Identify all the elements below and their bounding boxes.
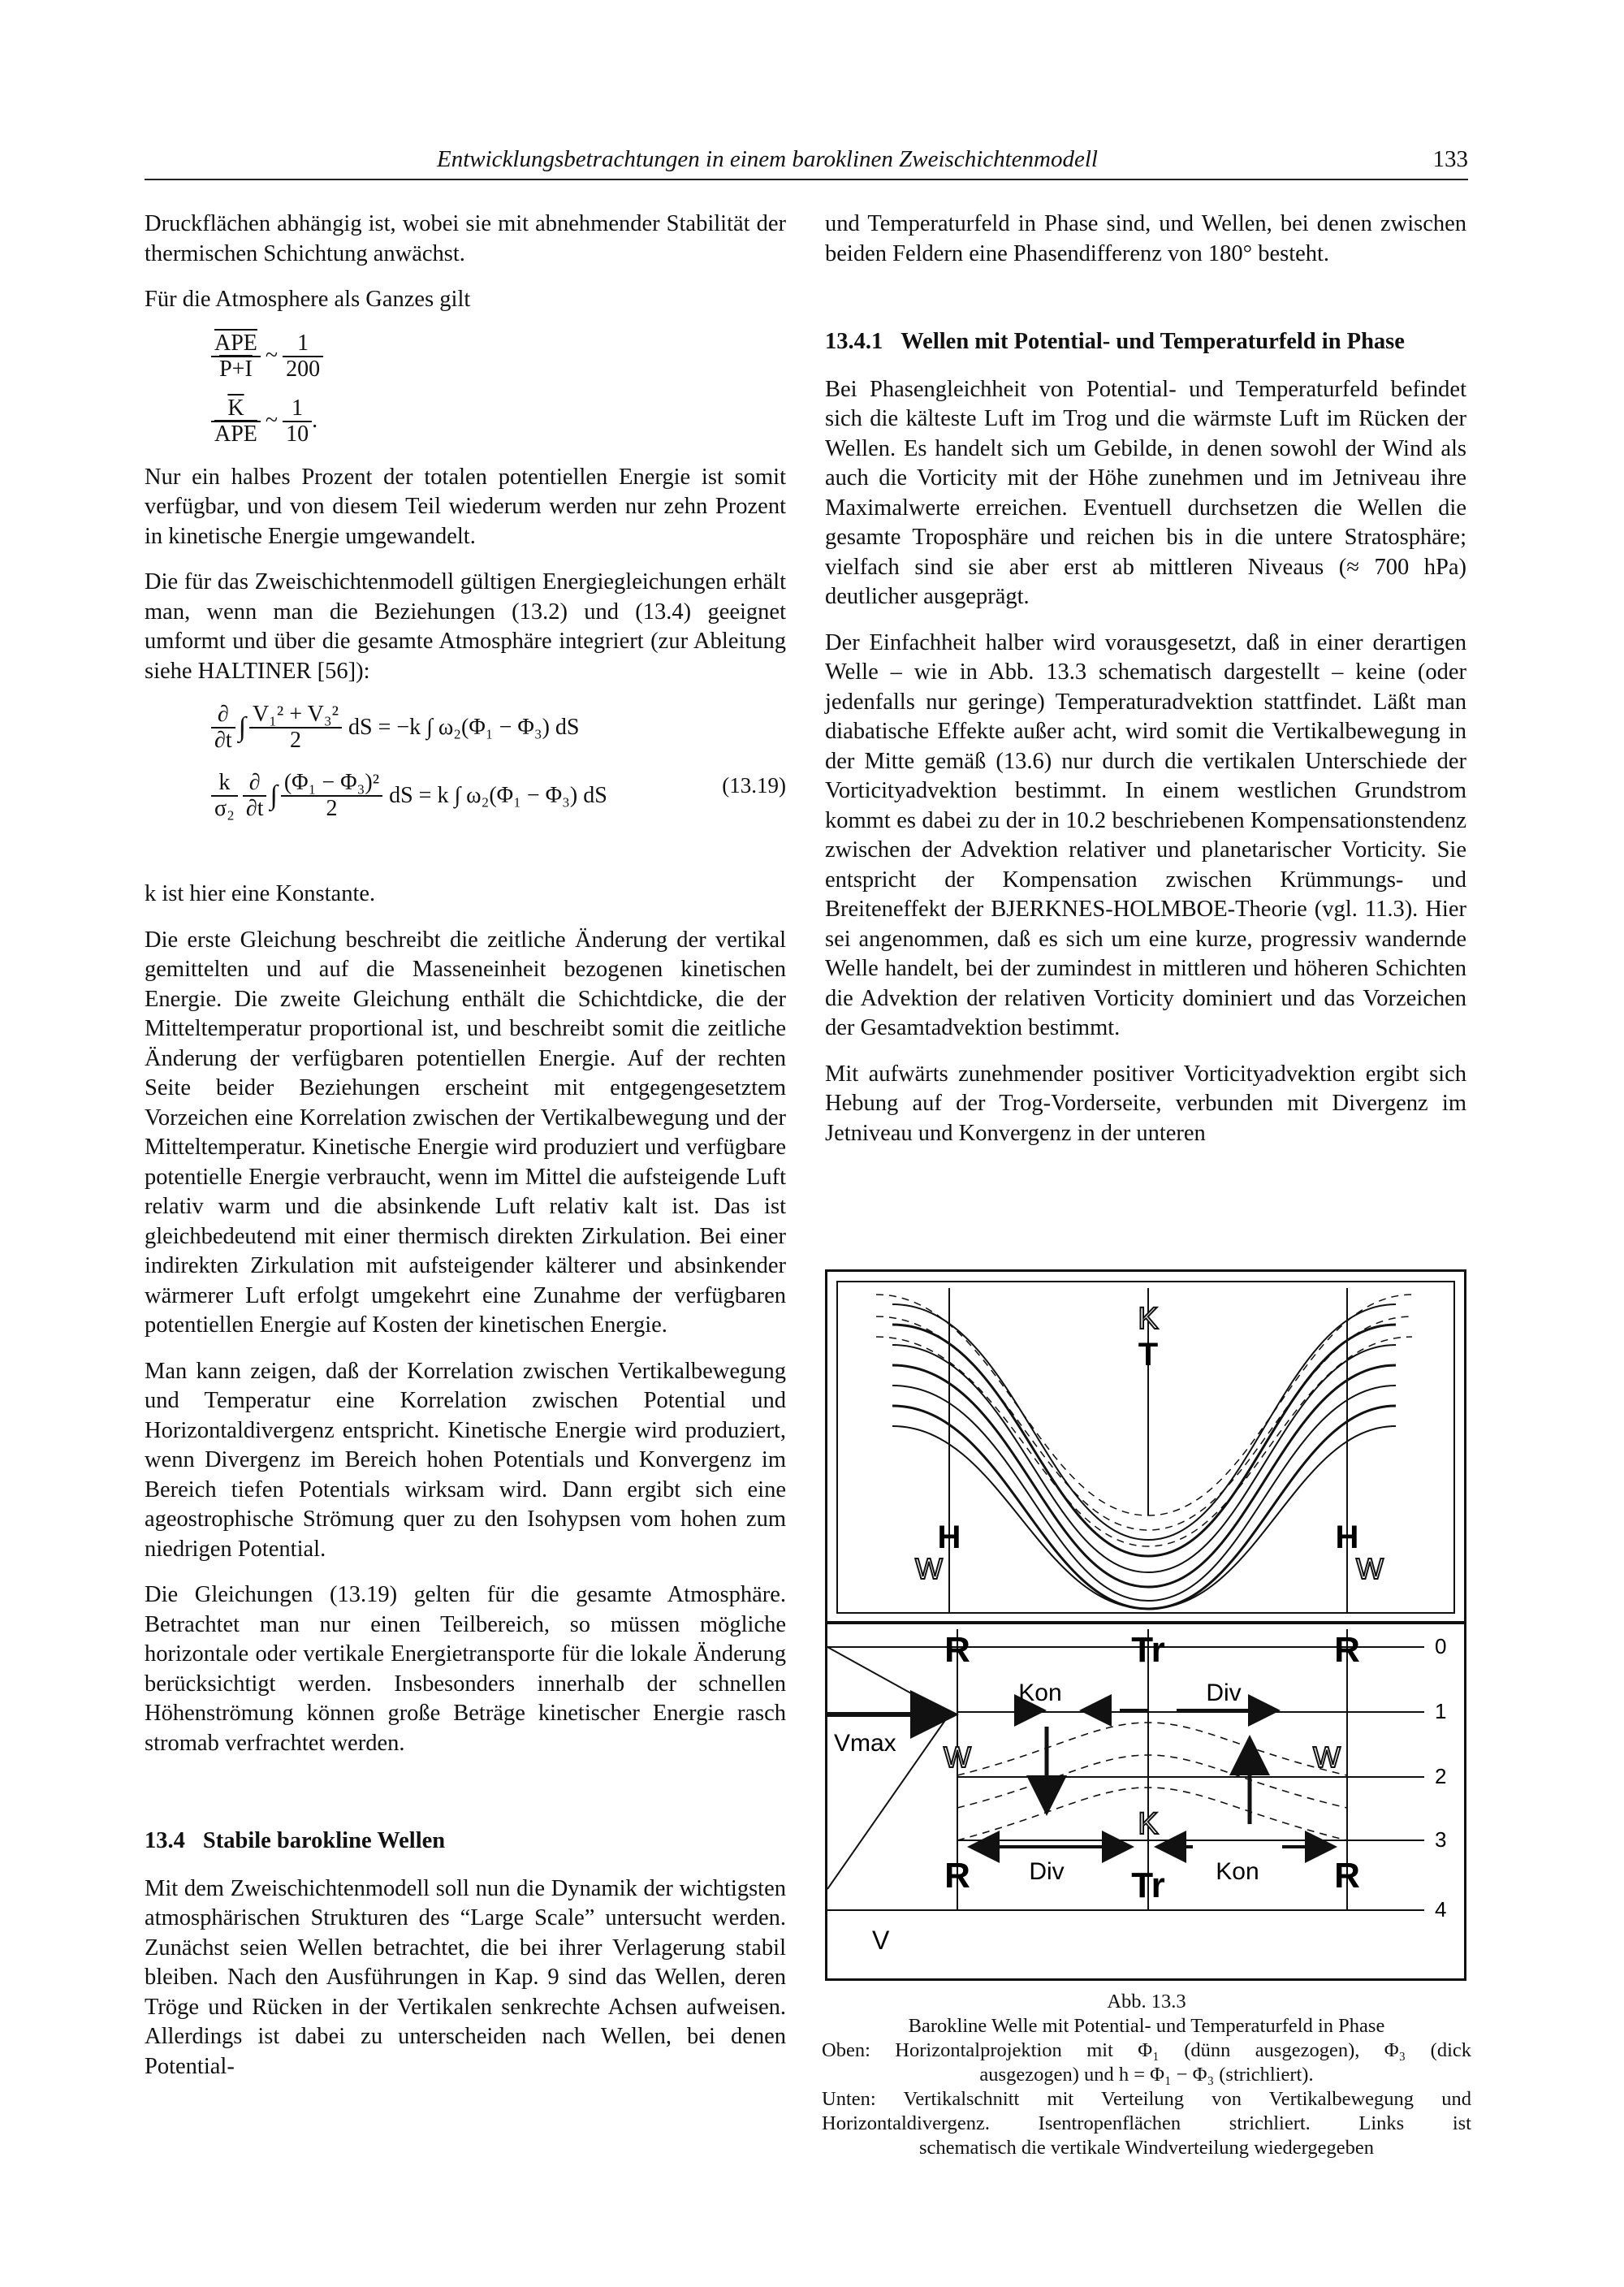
paragraph: Die Gleichungen (13.19) gelten für die gesamte Atmosphäre. Betrachtet man nur einen Teilbereich, so müssen mögliche horizontale oder vertikale Energietransporte für die lokale Änderung berücksichtigt werden. Insbesonders innerhalb der schnellen Höhenströmung können große Beträge kinetischer Energie rasch stromab verfrachtet werden. [145,1582,786,1756]
eq-denominator: P+I [219,356,253,382]
label-k-lower: K [1138,1807,1159,1841]
label-vmax: Vmax [834,1730,896,1757]
energy-equations [145,703,786,865]
caption-line: Unten: Vertikalschnitt mit Verteilung von Vertikalbewegung und [822,2088,1471,2110]
label-r-bottom-left: R [944,1856,970,1896]
eq-relation: ~ [265,343,279,369]
label-w-left-upper: W [915,1552,943,1585]
ratio-equation-2 [211,396,786,447]
label-r-top-left: R [944,1630,970,1670]
eq-rhs: dS = k ∫ ω₂(Φ₁ − Φ₃) dS [389,782,607,808]
label-w-right-lower: W [1313,1740,1341,1774]
label-w-right-upper: W [1356,1552,1384,1585]
eq-denominator: 10 [286,421,309,447]
figure-caption [822,1990,1471,2160]
subsection-heading [825,327,1466,357]
label-w-left-lower: W [944,1740,971,1774]
label-r-bottom-right: R [1334,1856,1360,1896]
subsection-number: 13.4.1 [825,329,883,354]
paragraph: und Temperaturfeld in Phase sind, und Wellen, bei denen zwischen beiden Feldern eine Phasendifferenz von 180° besteht. [825,211,1466,266]
paragraph: k ist hier eine Konstante. [145,881,376,906]
label-h-right: H [1335,1520,1359,1555]
paragraph: Man kann zeigen, daß der Korrelation zwischen Vertikalbewegung und Temperatur eine Korrelation zwischen Potential und Horizontaldivergenz entspricht. Kinetische Energie wird produziert, wenn Divergenz im Bereich hohen Potentials und Konvergenz im Bereich tiefen Potentials wirksam wird. Dann ergibt sich eine ageostrophische Strömung quer zu den Isohypsen vom hohen zum niedrigen Potential. [145,1358,786,1562]
spacer [825,285,1466,327]
paragraph: Der Einfachheit halber wird vorausgesetzt, daß in einer derartigen Welle – wie in Abb. 13.3 schematisch dargestellt – keine (oder jedenfalls nur geringe) Temperaturadvektion stattfindet. Läßt man diabatische Effekte außer acht, wird somit die Vertikalbewegung in der Mitte gemäß (13.6) nur durch die vertikalen Unterschiede der Vorticityadvektion bestimmt. In einem westlichen Grundstrom kommt es dabei zu der in 10.2 beschriebenen Kompensationstendenz zwischen der Advektion relativer und planetarischer Vorticity. Sie entspricht der Kompensation zwischen Krümmungs- und Breiteneffekt der BJERKNES-HOLMBOE-Theorie (vgl. 11.3). Hier sei angenommen, daß es sich um eine kurze, progressiv wandernde Welle handelt, bei der zumindest in mittleren und höheren Schichten die Advektion der relativen Vorticity dominiert und das Vorzeichen der Gesamtadvektion bestimmt. [825,629,1466,1040]
eq-denominator: APE [214,421,257,447]
paragraph: Die erste Gleichung beschreibt die zeitliche Änderung der vertikal gemittelten und auf die Masseneinheit bezogenen kinetischen Energie. Die zweite Gleichung enthält die Schichtdicke, die der Mitteltemperatur proportional ist, und beschreibt somit die zeitliche Änderung der verfügbaren potentiellen Energie. Auf der rechten Seite beider Beziehungen erscheint mit entgegengesetztem Vorzeichen eine Korrelation zwischen der Vertikalbewegung und der Mitteltemperatur. Kinetische Energie wird produziert und verfügbare potentielle Energie verbraucht, wenn im Mittel die aufsteigende Luft relativ warm und die absinkende Luft relativ kalt ist. Das ist gleichbedeutend mit einer thermisch direkten Zirkulation. Bei einer indirekten Zirkulation mit aufsteigender kälterer und absinkender wärmerer Luft erfolgt umgekehrt eine Zunahme der verfügbaren potentiellen Energie auf Kosten der kinetischen Energie. [145,927,786,1338]
paragraph: Mit dem Zweischichtenmodell soll nun die Dynamik der wichtigsten atmosphärischen Strukturen des “Large Scale” untersucht werden. Zunächst seien Wellen betrachtet, die bei ihrer Verlagerung stabil bleiben. Nach den Ausführungen in Kap. 9 sind das Wellen, deren Tröge und Rücken in der Vertikalen senkrechte Achsen aufweisen. Allerdings ist dabei zu unterscheiden nach Wellen, bei denen Potential- [145,1875,786,2079]
caption-line: schematisch die vertikale Windverteilung wiedergegeben [918,2137,1375,2159]
page-number: 133 [1432,146,1468,172]
equation-potential [211,771,786,821]
section-title: Stabile barokline Wellen [202,1828,446,1853]
label-k-upper: K [1138,1302,1159,1336]
paragraph: Druckflächen abhängig ist, wobei sie mit abnehmender Stabilität der thermischen Schichtung anwächst. [145,211,786,266]
figure-baroclinic-wave [825,1269,1466,1981]
label-t-upper: T [1138,1337,1159,1373]
partial-t: ∂t [245,796,264,821]
figure-drawing [827,1272,1464,1978]
k-constant: k [211,771,238,797]
equation-kinetic [211,703,786,753]
left-column [145,210,786,2098]
paragraph: Für die Atmosphere als Ganzes gilt [145,287,471,312]
eq-denominator: 200 [286,356,321,382]
section-heading [145,1827,786,1857]
caption-line: ausgezogen) und h = Φ₁ − Φ₃ (strichliert). [979,2064,1314,2086]
paragraph: Bei Phasengleichheit von Potential- und Temperaturfeld befindet sich die kälteste Luft im Trog und die wärmste Luft im Rücken der Wellen. Es handelt sich um Gebilde, in denen sowohl der Wind als auch die Vorticity mit der Höhe zunehmen und im Jetniveau ihre Maximalwerte erreichen. Eventuell durchsetzen die Wellen die gesamte Troposphäre und reichen bis in die untere Stratosphäre; vielfach sind sie aber erst ab mittleren Niveaus (≈ 700 hPa) deutlicher ausgeprägt. [825,376,1466,609]
eq-relation: ~ [265,408,279,434]
eq-numerator: 1 [283,396,312,422]
label-kon-top: Kon [1018,1680,1062,1706]
level-label: 0 [1435,1634,1447,1658]
eq-denominator: 2 [326,796,338,821]
label-div-top: Div [1206,1680,1242,1706]
eq-rhs: dS = −k ∫ ω₂(Φ₁ − Φ₃) dS [348,714,580,740]
label-r-top-right: R [1334,1630,1360,1670]
partial: ∂ [211,703,235,728]
integral-sign: ∫ [238,711,246,742]
eq-numerator: (Φ₁ − Φ₃)² [281,771,382,797]
paragraph: Die für das Zweischichtenmodell gültigen Energiegleichungen erhält man, wenn man die Beziehungen (13.2) und (13.4) geeignet umformt und über die gesamte Atmosphäre integriert (zur Ableitung siehe HALTINER [56]): [145,569,786,684]
level-label: 2 [1435,1764,1447,1788]
level-label: 1 [1435,1699,1447,1723]
label-v: V [872,1926,890,1955]
integral-sign: ∫ [270,780,278,811]
caption-line: Horizontaldivergenz. Isentropenflächen strichliert. Links ist [822,2112,1471,2134]
equation-number: (13.19) [722,773,786,798]
paragraph: Nur ein halbes Prozent der totalen potentiellen Energie ist somit verfügbar, und von diesem Teil wiederum werden nur zehn Prozent in kinetische Energie umgewandelt. [145,464,786,549]
eq-denominator: 2 [289,728,301,753]
label-tr-bottom: Tr [1131,1865,1165,1905]
header-title: Entwicklungsbetrachtungen in einem baroklinen Zweischichtenmodell [437,146,1098,172]
eq-numerator: 1 [283,331,323,357]
eq-numerator: $\overline{APE}$ [214,330,257,356]
label-tr-top: Tr [1131,1630,1165,1670]
subsection-title: Wellen mit Potential- und Temperaturfeld in Phase [901,329,1405,354]
label-kon-bottom: Kon [1216,1858,1259,1885]
paragraph: Mit aufwärts zunehmender positiver Vorticityadvektion ergibt sich Hebung auf der Trog-Vorderseite, verbunden mit Divergenz im Jetniveau und Konvergenz in der unteren [825,1061,1466,1146]
spacer [145,1775,786,1827]
level-labels [1435,1634,1446,1922]
caption-line: Oben: Horizontalprojektion mit Φ₁ (dünn ausgezogen), Φ₃ (dick [822,2039,1471,2061]
running-header [145,145,1468,180]
right-column [825,210,1466,1165]
label-div-bottom: Div [1029,1858,1065,1885]
section-number: 13.4 [145,1828,185,1853]
caption-label: Abb. 13.3 [1107,1991,1186,2012]
caption-line: Barokline Welle mit Potential- und Temperaturfeld in Phase [908,2015,1385,2037]
eq-end: . [312,408,318,434]
level-label: 3 [1435,1827,1447,1852]
eq-numerator: V₁² + V₃² [249,703,342,728]
label-h-left: H [937,1520,961,1555]
partial: ∂ [243,771,267,797]
eq-numerator: $\overline{K}$ [227,395,244,421]
ratio-equation-1 [211,331,786,382]
level-label: 4 [1435,1897,1447,1922]
partial-t: ∂t [214,728,232,753]
sigma-2: σ₂ [214,796,235,821]
wind-profile [827,1647,949,1889]
